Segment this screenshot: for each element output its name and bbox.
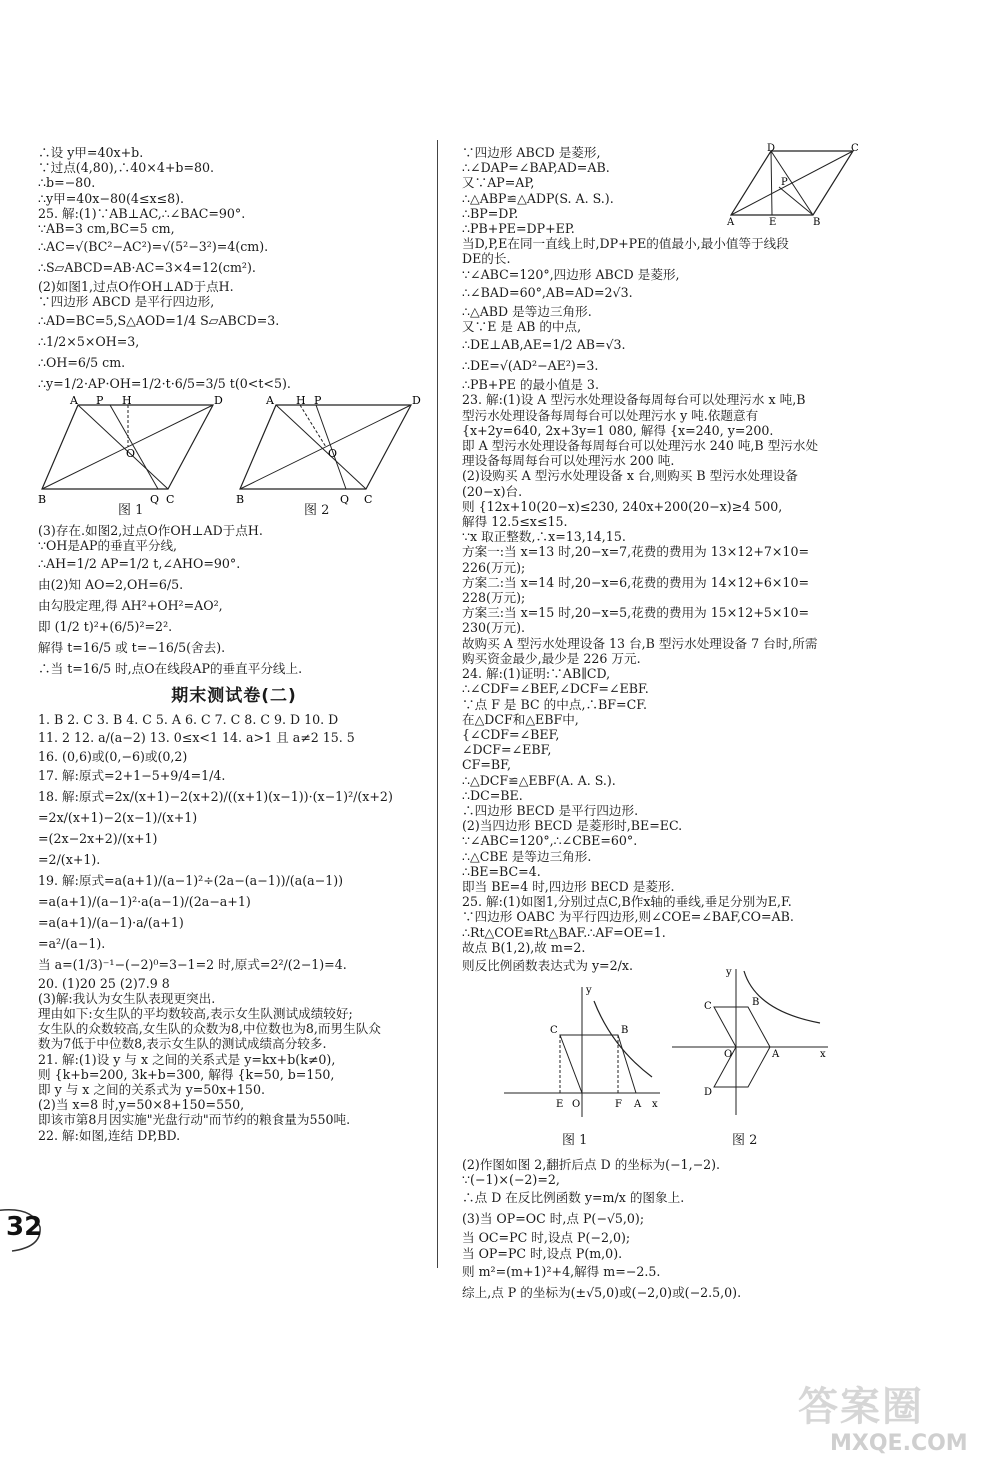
text-line: ∴AC=√(BC²−AC²)=√(5²−3²)=4(cm). <box>38 239 269 255</box>
text-line: 226(万元); <box>462 559 526 575</box>
svg-text:O: O <box>328 446 338 460</box>
text-line: ∴点 D 在反比例函数 y=m/x 的图象上. <box>462 1190 685 1206</box>
text-line: (2)设购买 A 型污水处理设备 x 台,则购买 B 型污水处理设备 <box>462 468 798 484</box>
text-line: (3)当 OP=OC 时,点 P(−√5,0); <box>462 1211 645 1227</box>
text-line: 理由如下:女生队的平均数较高,表示女生队测试成绩较好; <box>38 1006 353 1022</box>
right-lines-b <box>462 1157 857 1303</box>
text-line: ∴y甲=40x−80(4≤x≤8). <box>38 190 185 206</box>
watermark-bottom: MXQE.COM <box>830 1431 968 1456</box>
text-line: 17. 解:原式=2+1−5+9/4=1/4. <box>38 767 226 783</box>
text-line: (2)当 x=8 时,y=50×8+150=550, <box>38 1097 245 1113</box>
svg-text:E: E <box>556 1098 564 1110</box>
text-line: ∵四边形 ABCD 是平行四边形, <box>38 294 215 310</box>
svg-text:y: y <box>586 984 592 996</box>
text-line: ∴AD=BC=5,S△AOD=1/4 S▱ABCD=3. <box>38 312 280 328</box>
svg-text:E: E <box>769 217 777 228</box>
svg-text:D: D <box>214 393 223 407</box>
section-title: 期末测试卷(二) <box>171 686 297 707</box>
text-line: ∵(−1)×(−2)=2, <box>462 1172 560 1188</box>
text-line: 当 a=(1/3)⁻¹−(−2)⁰=3−1=2 时,原式=2²/(2−1)=4. <box>38 956 347 972</box>
text-line: ∴PB+PE 的最小值是 3. <box>462 377 599 393</box>
text-line: 又∵E 是 AB 的中点, <box>462 319 582 335</box>
text-line: =a(a+1)/(a−1)²·a(a−1)/(2a−a+1) <box>38 893 251 909</box>
svg-text:D: D <box>412 393 421 407</box>
svg-text:C: C <box>364 492 373 506</box>
text-line: 解得 12.5≤x≤15. <box>462 514 568 530</box>
text-line: ∴∠BAD=60°,AB=AD=2√3. <box>462 284 633 300</box>
text-line: 当D,P,E在同一直线上时,DP+PE的值最小,最小值等于线段 <box>462 236 789 252</box>
text-line: ∴∠DAP=∠BAP,AD=AB. <box>462 160 610 176</box>
svg-text:A: A <box>634 1098 642 1110</box>
text-line: 即 y 与 x 之间的关系式为 y=50x+150. <box>38 1082 265 1098</box>
text-line: (3)解:我认为女生队表现更突出. <box>38 990 216 1006</box>
column-divider <box>437 140 438 1268</box>
svg-text:F: F <box>615 1098 622 1110</box>
svg-text:A: A <box>266 393 274 407</box>
hyperbola-figure-1 <box>502 977 662 1127</box>
text-line: 11. 2 12. a/(a−2) 13. 0≤x<1 14. a>1 且 a≠2 15. 5 <box>38 730 355 746</box>
text-line: 女生队的众数较高,女生队的众数为8,中位数也为8,而男生队众 <box>38 1021 381 1037</box>
text-line: ∵∠ABC=120°,∴∠CBE=60°. <box>462 833 638 849</box>
text-line: 则反比例函数表达式为 y=2/x. <box>462 957 633 973</box>
text-line: ∴AH=1/2 AP=1/2 t,∠AHO=90°. <box>38 556 241 572</box>
text-line: =a(a+1)/(a−1)·a/(a+1) <box>38 914 184 930</box>
text-line: 230(万元). <box>462 620 526 636</box>
text-line: 即当 BE=4 时,四边形 BECD 是菱形. <box>462 878 675 894</box>
svg-text:Q: Q <box>150 492 160 506</box>
text-line: (2)作图如图 2,翻折后点 D 的坐标为(−1,−2). <box>462 1156 721 1172</box>
text-line: 型污水处理设备每周每台可以处理污水 y 吨.依题意有 <box>462 407 759 423</box>
text-line: ∴PB+PE=DP+EP. <box>462 221 575 237</box>
text-line: 228(万元); <box>462 590 526 606</box>
text-line: 22. 解:如图,连结 DP,BD. <box>38 1127 181 1143</box>
svg-text:H: H <box>296 393 306 407</box>
svg-text:C: C <box>166 492 175 506</box>
text-line: ∵x 取正整数,∴x=13,14,15. <box>462 529 626 545</box>
text-line: 即 (1/2 t)²+(6/5)²=2². <box>38 619 173 635</box>
figure-1-caption: 图 1 <box>118 502 144 518</box>
left-column <box>38 145 430 1143</box>
parallelogram-figure-1 <box>38 393 223 509</box>
text-line: ∴Rt△COE≌Rt△BAF.∴AF=OE=1. <box>462 924 666 940</box>
text-line: ∵过点(4,80),∴40×4+b=80. <box>38 160 215 176</box>
text-line: ∴DE⊥AB,AE=1/2 AB=√3. <box>462 337 626 353</box>
figure-2-caption: 图 2 <box>304 502 330 518</box>
svg-text:x: x <box>652 1098 658 1110</box>
text-line: 即该市第8月因实施"光盘行动"而节约的粮食量为550吨. <box>38 1112 351 1128</box>
page-number: 32 <box>6 1212 43 1242</box>
text-line: ∴DC=BE. <box>462 787 523 803</box>
text-line: ∴△DCF≌△EBF(A. A. S.). <box>462 772 616 788</box>
svg-text:B: B <box>813 217 821 228</box>
watermark-top: 答案圈 <box>798 1384 924 1430</box>
svg-text:Q: Q <box>340 492 350 506</box>
svg-text:A: A <box>70 393 78 407</box>
rhombus-figure <box>727 143 859 228</box>
text-line: (2)如图1,过点O作OH⊥AD于点H. <box>38 279 234 295</box>
text-line: ∴△CBE 是等边三角形. <box>462 848 592 864</box>
text-line: 故购买 A 型污水处理设备 13 台,B 型污水处理设备 7 台时,所需 <box>462 635 818 651</box>
text-line: ∴DE=√(AD²−AE²)=3. <box>462 358 599 374</box>
right-lines-a <box>462 145 857 976</box>
text-line: ∴1/2×5×OH=3, <box>38 333 140 349</box>
text-line: 即 A 型污水处理设备每周每台可以处理污水 240 吨,B 型污水处 <box>462 438 819 454</box>
text-line: ∴四边形 BECD 是平行四边形. <box>462 802 639 818</box>
text-line: ∵∠ABC=120°,四边形 ABCD 是菱形, <box>462 266 680 282</box>
svg-text:C: C <box>704 1000 712 1012</box>
text-line: ∵OH是AP的垂直平分线, <box>38 537 178 553</box>
text-line: ∠DCF=∠EBF, <box>462 742 552 758</box>
svg-text:H: H <box>122 393 132 407</box>
text-line: 25. 解:(1)如图1,分别过点C,B作x轴的垂线,垂足分别为E,F. <box>462 894 792 910</box>
text-line: ∴∠CDF=∠BEF,∠DCF=∠EBF. <box>462 681 649 697</box>
svg-text:O: O <box>126 446 136 460</box>
text-line: 由(2)知 AO=2,OH=6/5. <box>38 577 184 593</box>
text-line: 则 m²=(m+1)²+4,解得 m=−2.5. <box>462 1263 661 1279</box>
svg-text:B: B <box>236 492 245 506</box>
text-line: 24. 解:(1)证明:∵AB∥CD, <box>462 666 611 682</box>
left-lines-a <box>38 145 430 394</box>
text-line: (3)存在.如图2,过点O作OH⊥AD于点H. <box>38 522 263 538</box>
text-line: 25. 解:(1)∵AB⊥AC,∴∠BAC=90°. <box>38 205 246 221</box>
text-line: 方案二:当 x=14 时,20−x=6,花费的费用为 14×12+6×10= <box>462 574 810 590</box>
text-line: ∴BE=BC=4. <box>462 863 541 879</box>
svg-text:y: y <box>726 966 732 978</box>
svg-text:A: A <box>772 1048 780 1060</box>
text-line: ∴S▱ABCD=AB·AC=3×4=12(cm²). <box>38 260 256 276</box>
svg-text:C: C <box>550 1024 558 1036</box>
text-line: 在△DCF和△EBF中, <box>462 711 579 727</box>
svg-text:O: O <box>724 1048 733 1060</box>
figure-2-caption-right: 图 2 <box>732 1132 758 1148</box>
text-line: =(2x−2x+2)/(x+1) <box>38 830 158 846</box>
text-line: 则 {12x+10(20−x)≤230, 240x+200(20−x)≥4 500, <box>462 498 783 514</box>
right-figures <box>462 966 857 1157</box>
text-line: 21. 解:(1)设 y 与 x 之间的关系式是 y=kx+b(k≠0), <box>38 1051 336 1067</box>
text-line: ∴△ABD 是等边三角形. <box>462 303 592 319</box>
text-line: 又∵AP=AP, <box>462 175 535 191</box>
text-line: 则 {k+b=200, 3k+b=300, 解得 {k=50, b=150, <box>38 1066 335 1082</box>
svg-text:B: B <box>752 996 760 1008</box>
text-line: 理设备每周每台可以处理污水 200 吨. <box>462 453 675 469</box>
text-line: ∴△ABP≌△ADP(S. A. S.). <box>462 190 614 206</box>
parallelogram-figure-2 <box>236 393 421 509</box>
svg-text:P: P <box>96 393 104 407</box>
text-line: ∵AB=3 cm,BC=5 cm, <box>38 221 175 237</box>
text-line: =2x/(x+1)−2(x−1)/(x+1) <box>38 809 198 825</box>
svg-text:B: B <box>621 1024 629 1036</box>
text-line: ∵四边形 OABC 为平行四边形,则∠COE=∠BAF,CO=AB. <box>462 909 794 925</box>
svg-text:C: C <box>851 143 859 154</box>
text-line: 1. B 2. C 3. B 4. C 5. A 6. C 7. C 8. C 9. D 10. D <box>38 712 339 728</box>
left-lines-c <box>38 712 430 1143</box>
text-line: DE的长. <box>462 251 511 267</box>
text-line: 数为7低于中位数8,表示女生队的测试成绩高分较多. <box>38 1036 327 1052</box>
svg-text:B: B <box>38 492 47 506</box>
text-line: 当 OP=PC 时,设点 P(m,0). <box>462 1245 623 1261</box>
text-line: ∴设 y甲=40x+b. <box>38 145 144 160</box>
text-line: 方案一:当 x=13 时,20−x=7,花费的费用为 13×12+7×10= <box>462 544 810 560</box>
text-line: {x+2y=640, 2x+3y=1 080, 解得 {x=240, y=200. <box>462 422 774 438</box>
text-line: ∵点 F 是 BC 的中点,∴BF=CF. <box>462 696 647 712</box>
svg-text:P: P <box>314 393 322 407</box>
text-line: ∴BP=DP. <box>462 205 519 221</box>
text-line: 解得 t=16/5 或 t=−16/5(舍去). <box>38 640 226 656</box>
text-line: (20−x)台. <box>462 483 523 499</box>
left-lines-b <box>38 523 430 679</box>
text-line: =2/(x+1). <box>38 851 101 867</box>
svg-text:P: P <box>781 177 788 188</box>
svg-text:A: A <box>727 217 735 228</box>
text-line: ∴OH=6/5 cm. <box>38 354 126 370</box>
hyperbola-figure-2 <box>670 965 830 1125</box>
text-line: ∴b=−80. <box>38 175 96 191</box>
text-line: 20. (1)20 25 (2)7.9 8 <box>38 975 170 991</box>
text-line: =a²/(a−1). <box>38 935 106 951</box>
text-line: 购买资金最少,最少是 226 万元. <box>462 650 641 666</box>
text-line: (2)当四边形 BECD 是菱形时,BE=EC. <box>462 818 683 834</box>
text-line: 故点 B(1,2),故 m=2. <box>462 939 586 955</box>
text-line: 方案三:当 x=15 时,20−x=5,花费的费用为 15×12+5×10= <box>462 605 810 621</box>
right-column <box>462 145 857 1304</box>
svg-text:x: x <box>820 1048 826 1060</box>
svg-text:D: D <box>767 143 776 154</box>
text-line: {∠CDF=∠BEF, <box>462 726 560 742</box>
text-line: CF=BF, <box>462 757 511 773</box>
text-line: 由勾股定理,得 AH²+OH²=AO², <box>38 598 223 614</box>
text-line: ∴当 t=16/5 时,点O在线段AP的垂直平分线上. <box>38 661 303 677</box>
text-line: ∴y=1/2·AP·OH=1/2·t·6/5=3/5 t(0<t<5). <box>38 375 291 391</box>
text-line: 当 OC=PC 时,设点 P(−2,0); <box>462 1230 631 1246</box>
text-line: 综上,点 P 的坐标为(±√5,0)或(−2,0)或(−2.5,0). <box>462 1284 742 1300</box>
left-figures <box>38 395 430 523</box>
svg-text:O: O <box>572 1098 581 1110</box>
text-line: ∵四边形 ABCD 是菱形, <box>462 145 601 160</box>
text-line: 23. 解:(1)设 A 型污水处理设备每周每台可以处理污水 x 吨,B <box>462 392 806 408</box>
text-line: 19. 解:原式=a(a+1)/(a−1)²÷(2a−(a−1))/(a(a−1)) <box>38 872 344 888</box>
figure-1-caption-right: 图 1 <box>562 1132 588 1148</box>
watermark-logo <box>770 1345 1000 1471</box>
svg-text:D: D <box>704 1086 713 1098</box>
text-line: 18. 解:原式=2x/(x+1)−2(x+2)/((x+1)(x−1))·(x−1)²/(x+2) <box>38 788 393 804</box>
text-line: 16. (0,6)或(0,−6)或(0,2) <box>38 749 188 765</box>
page-number-badge <box>0 1205 44 1253</box>
